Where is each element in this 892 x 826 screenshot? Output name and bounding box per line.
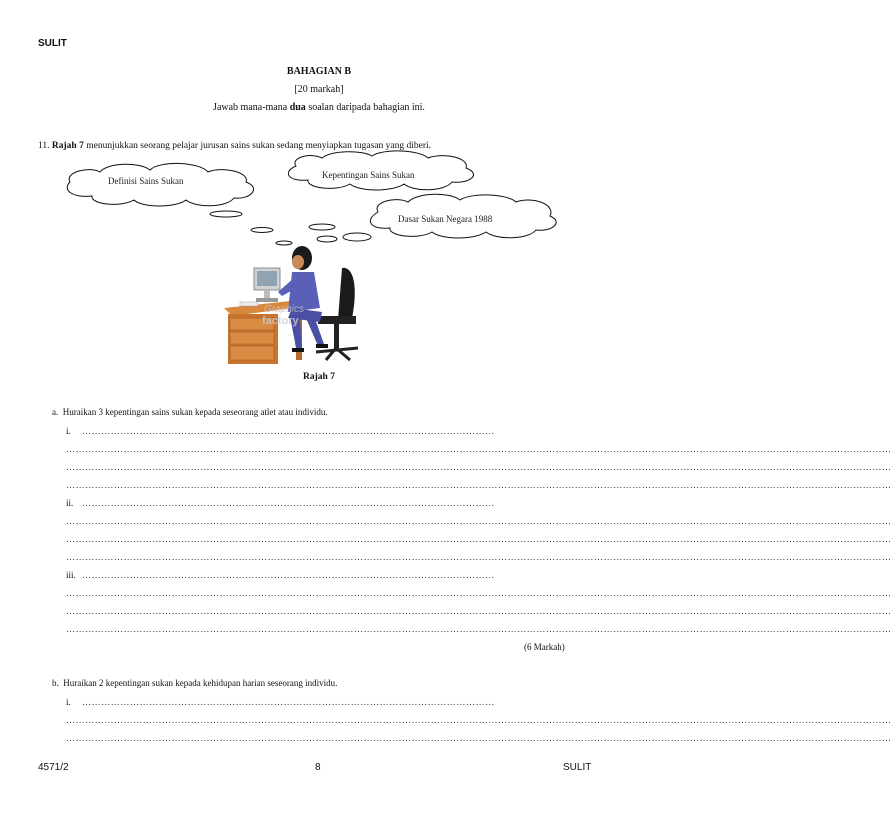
answer-line-a-ii-2[interactable]: ……………………………………………………………………………………………………………………………………………………………………………………………………………………………………	[66, 516, 892, 526]
answer-line-a-i-3[interactable]: ……………………………………………………………………………………………………………………………………………………………………………………………………………………………………	[66, 462, 892, 472]
footer-code: 4571/2	[38, 762, 69, 773]
watermark-text-2: factory	[262, 315, 299, 327]
part-a-text: Huraikan 3 kepentingan sains sukan kepada seseorang atlet atau individu.	[62, 407, 328, 417]
answer-line-a-i-2[interactable]: ……………………………………………………………………………………………………………………………………………………………………………………………………………………………………	[66, 444, 892, 454]
figure-caption: Rajah 7	[303, 372, 335, 382]
answer-line-a-ii-3[interactable]: ……………………………………………………………………………………………………………………………………………………………………………………………………………………………………	[66, 534, 892, 544]
watermark-text: Graphics	[264, 304, 305, 315]
part-b-label: b.	[52, 678, 59, 688]
student-at-desk-image	[222, 238, 370, 366]
part-b-text: Huraikan 2 kepentingan sukan kepada kehidupan harian seseorang individu.	[63, 678, 338, 688]
item-a-iii-label: iii.	[66, 570, 76, 580]
instruction-pre: Jawab mana-mana	[213, 102, 290, 113]
answer-line-a-i-1[interactable]: …………………………………………………………………………………………………………………	[82, 426, 495, 436]
answer-line-a-iii-1[interactable]: …………………………………………………………………………………………………………………	[82, 570, 495, 580]
cloud-kepentingan-label: Kepentingan Sains Sukan	[322, 170, 415, 180]
cloud-definisi-label: Definisi Sains Sukan	[108, 176, 184, 186]
part-a-label: a.	[52, 407, 59, 417]
question-figure-ref: Rajah 7	[51, 141, 84, 151]
question-body: menunjukkan seorang pelajar jurusan sains sukan sedang menyiapkan tugasan yang diberi.	[83, 141, 432, 151]
answer-line-a-i-4[interactable]: ……………………………………………………………………………………………………………………………………………………………………………………………………………………………………	[66, 480, 892, 490]
section-instruction	[0, 102, 638, 113]
answer-line-b-i-1[interactable]: …………………………………………………………………………………………………………………	[82, 697, 495, 707]
part-b-question	[52, 678, 337, 688]
instruction-bold: dua	[289, 102, 306, 113]
part-a-marks: (6 Markah)	[524, 642, 565, 652]
item-b-i-label: i.	[66, 697, 71, 707]
thought-bubble	[309, 224, 335, 230]
thought-bubble	[251, 228, 273, 233]
answer-line-a-iii-3[interactable]: ……………………………………………………………………………………………………………………………………………………………………………………………………………………………………	[66, 606, 892, 616]
footer-page-number: 8	[315, 762, 321, 773]
part-a-question	[52, 407, 328, 417]
answer-line-a-ii-1[interactable]: …………………………………………………………………………………………………………………	[82, 498, 495, 508]
answer-line-a-iii-4[interactable]: ……………………………………………………………………………………………………………………………………………………………………………………………………………………………………	[66, 624, 892, 634]
answer-line-b-i-2[interactable]: ……………………………………………………………………………………………………………………………………………………………………………………………………………………………………	[66, 715, 892, 725]
answer-line-b-i-3[interactable]: ……………………………………………………………………………………………………………………………………………………………………………………………………………………………………	[66, 733, 892, 743]
thought-bubble	[210, 211, 242, 217]
cloud-dasar-label: Dasar Sukan Negara 1988	[398, 214, 493, 224]
answer-line-a-ii-4[interactable]: ……………………………………………………………………………………………………………………………………………………………………………………………………………………………………	[66, 552, 892, 562]
instruction-post: soalan daripada bahagian ini.	[305, 102, 425, 113]
item-a-ii-label: ii.	[66, 498, 74, 508]
answer-line-a-iii-2[interactable]: ……………………………………………………………………………………………………………………………………………………………………………………………………………………………………	[66, 588, 892, 598]
page-header-left: SULIT	[38, 38, 67, 49]
section-title: BAHAGIAN B	[286, 66, 352, 77]
footer-right: SULIT	[563, 762, 592, 773]
item-a-i-label: i.	[66, 426, 71, 436]
question-number: 11.	[38, 141, 50, 151]
section-marks: [20 markah]	[294, 84, 344, 95]
